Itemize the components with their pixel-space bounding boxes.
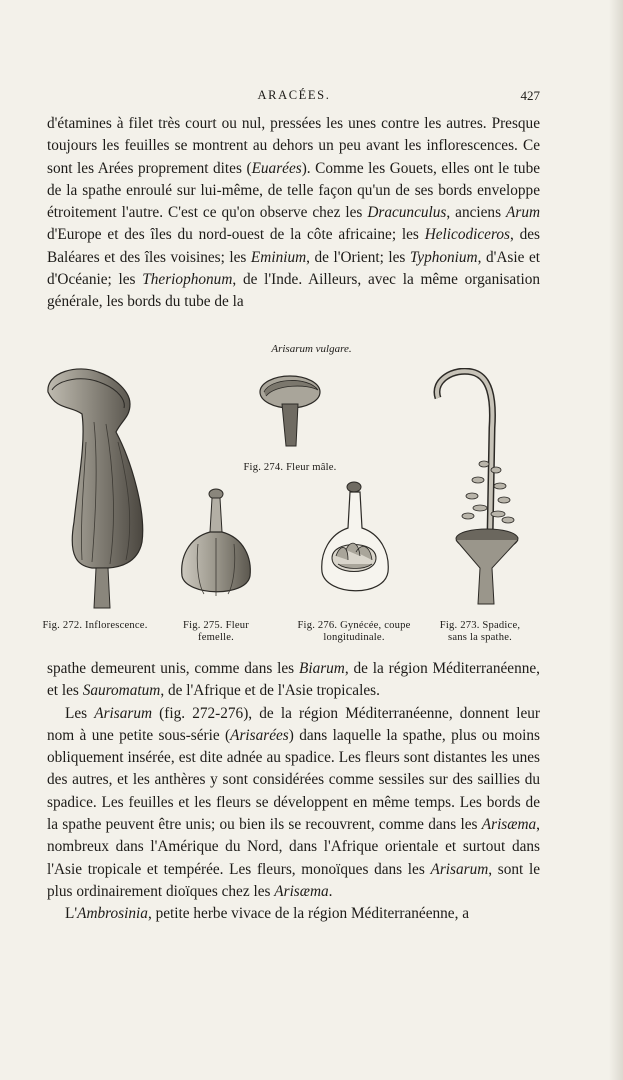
fig-273-caption-line2: sans la spathe. [448, 632, 512, 643]
paragraph-3: Les Arisarum (fig. 272-276), de la région Méditerranéenne, donnent leur nom à une petite sous-série (Arisarées) dans laquelle la spathe, plus ou moins obliquement insérée, est dite adnée au spadice. Les fleurs sont distantes les unes des autres, et les anthères y sont considérées comme sessiles sur des saillies du spadice. Les feuilles et les fleurs se développent en même temps. Les bords de la spathe peuvent être unis; ou bien ils se recouvrent, comme dans les Arisæma, nombreux dans l'Amérique du Nord, dans l'Afrique orientale et surtout dans l'Asie tropicale et tempérée. Les fleurs, monoïques dans les Arisarum, sont le plus ordinairement dioïques chez les Arisæma. [47, 704, 541, 900]
fig-274-male-flower-illustration [256, 370, 326, 452]
fig-272-caption: Fig. 272. Inflorescence. [42, 620, 148, 631]
fig-273-spadix-illustration [432, 368, 522, 608]
text-block-bottom [47, 658, 540, 926]
paragraph-1: d'étamines à filet très court ou nul, pressées les unes contre les autres. Presque toujours les feuilles se montrent au dehors un peu avant les inflorescences. Ce sont les Arées proprement dites (Euarées). Comme les Gouets, elles ont le tube de la spathe enroulé sur lui-même, de telle façon qu'un de ses bords enveloppe étroitement l'autre. C'est ce qu'on observe chez les Dracunculus, anciens Arum d'Europe et des îles du nord-ouest de la côte africaine; les Helicodiceros, des Baléares et des îles voisines; les Eminium, de l'Orient; les Typhonium, d'Asie et d'Océanie; les Theriophonum, de l'Inde. Ailleurs, avec la même organisation générale, les bords du tube de la [47, 115, 541, 311]
fig-275-caption [168, 620, 264, 644]
fig-276-caption-line2: longitudinale. [323, 632, 385, 643]
paragraph-4: L'Ambrosinia, petite herbe vivace de la région Méditerranéenne, a [65, 905, 470, 923]
fig-276-caption [284, 620, 424, 644]
fig-272-inflorescence-illustration [38, 362, 156, 614]
fig-275-caption-line2: femelle. [197, 632, 234, 643]
fig-276-caption-line1: Fig. 276. Gynécée, coupe [297, 620, 411, 631]
fig-273-caption-line1: Fig. 273. Spadice, [439, 620, 521, 631]
fig-273-caption [420, 620, 540, 644]
text-block-top [47, 113, 540, 314]
plate-title: Arisarum vulgare. [271, 343, 352, 355]
page-edge-shadow [609, 0, 623, 1080]
page-header [48, 88, 540, 108]
fig-274-caption: Fig. 274. Fleur mâle. [243, 462, 337, 473]
paragraph-2: spathe demeurent unis, comme dans les Biarum, de la région Méditerranéenne, et les Sauromatum, de l'Afrique et de l'Asie tropicales. [47, 660, 540, 700]
page-number: 427 [520, 88, 540, 103]
fig-275-female-flower-illustration [178, 488, 254, 604]
running-head: ARACÉES. [257, 88, 331, 102]
fig-275-caption-line1: Fig. 275. Fleur [183, 620, 249, 631]
fig-276-gynoecium-section-illustration [318, 480, 392, 604]
